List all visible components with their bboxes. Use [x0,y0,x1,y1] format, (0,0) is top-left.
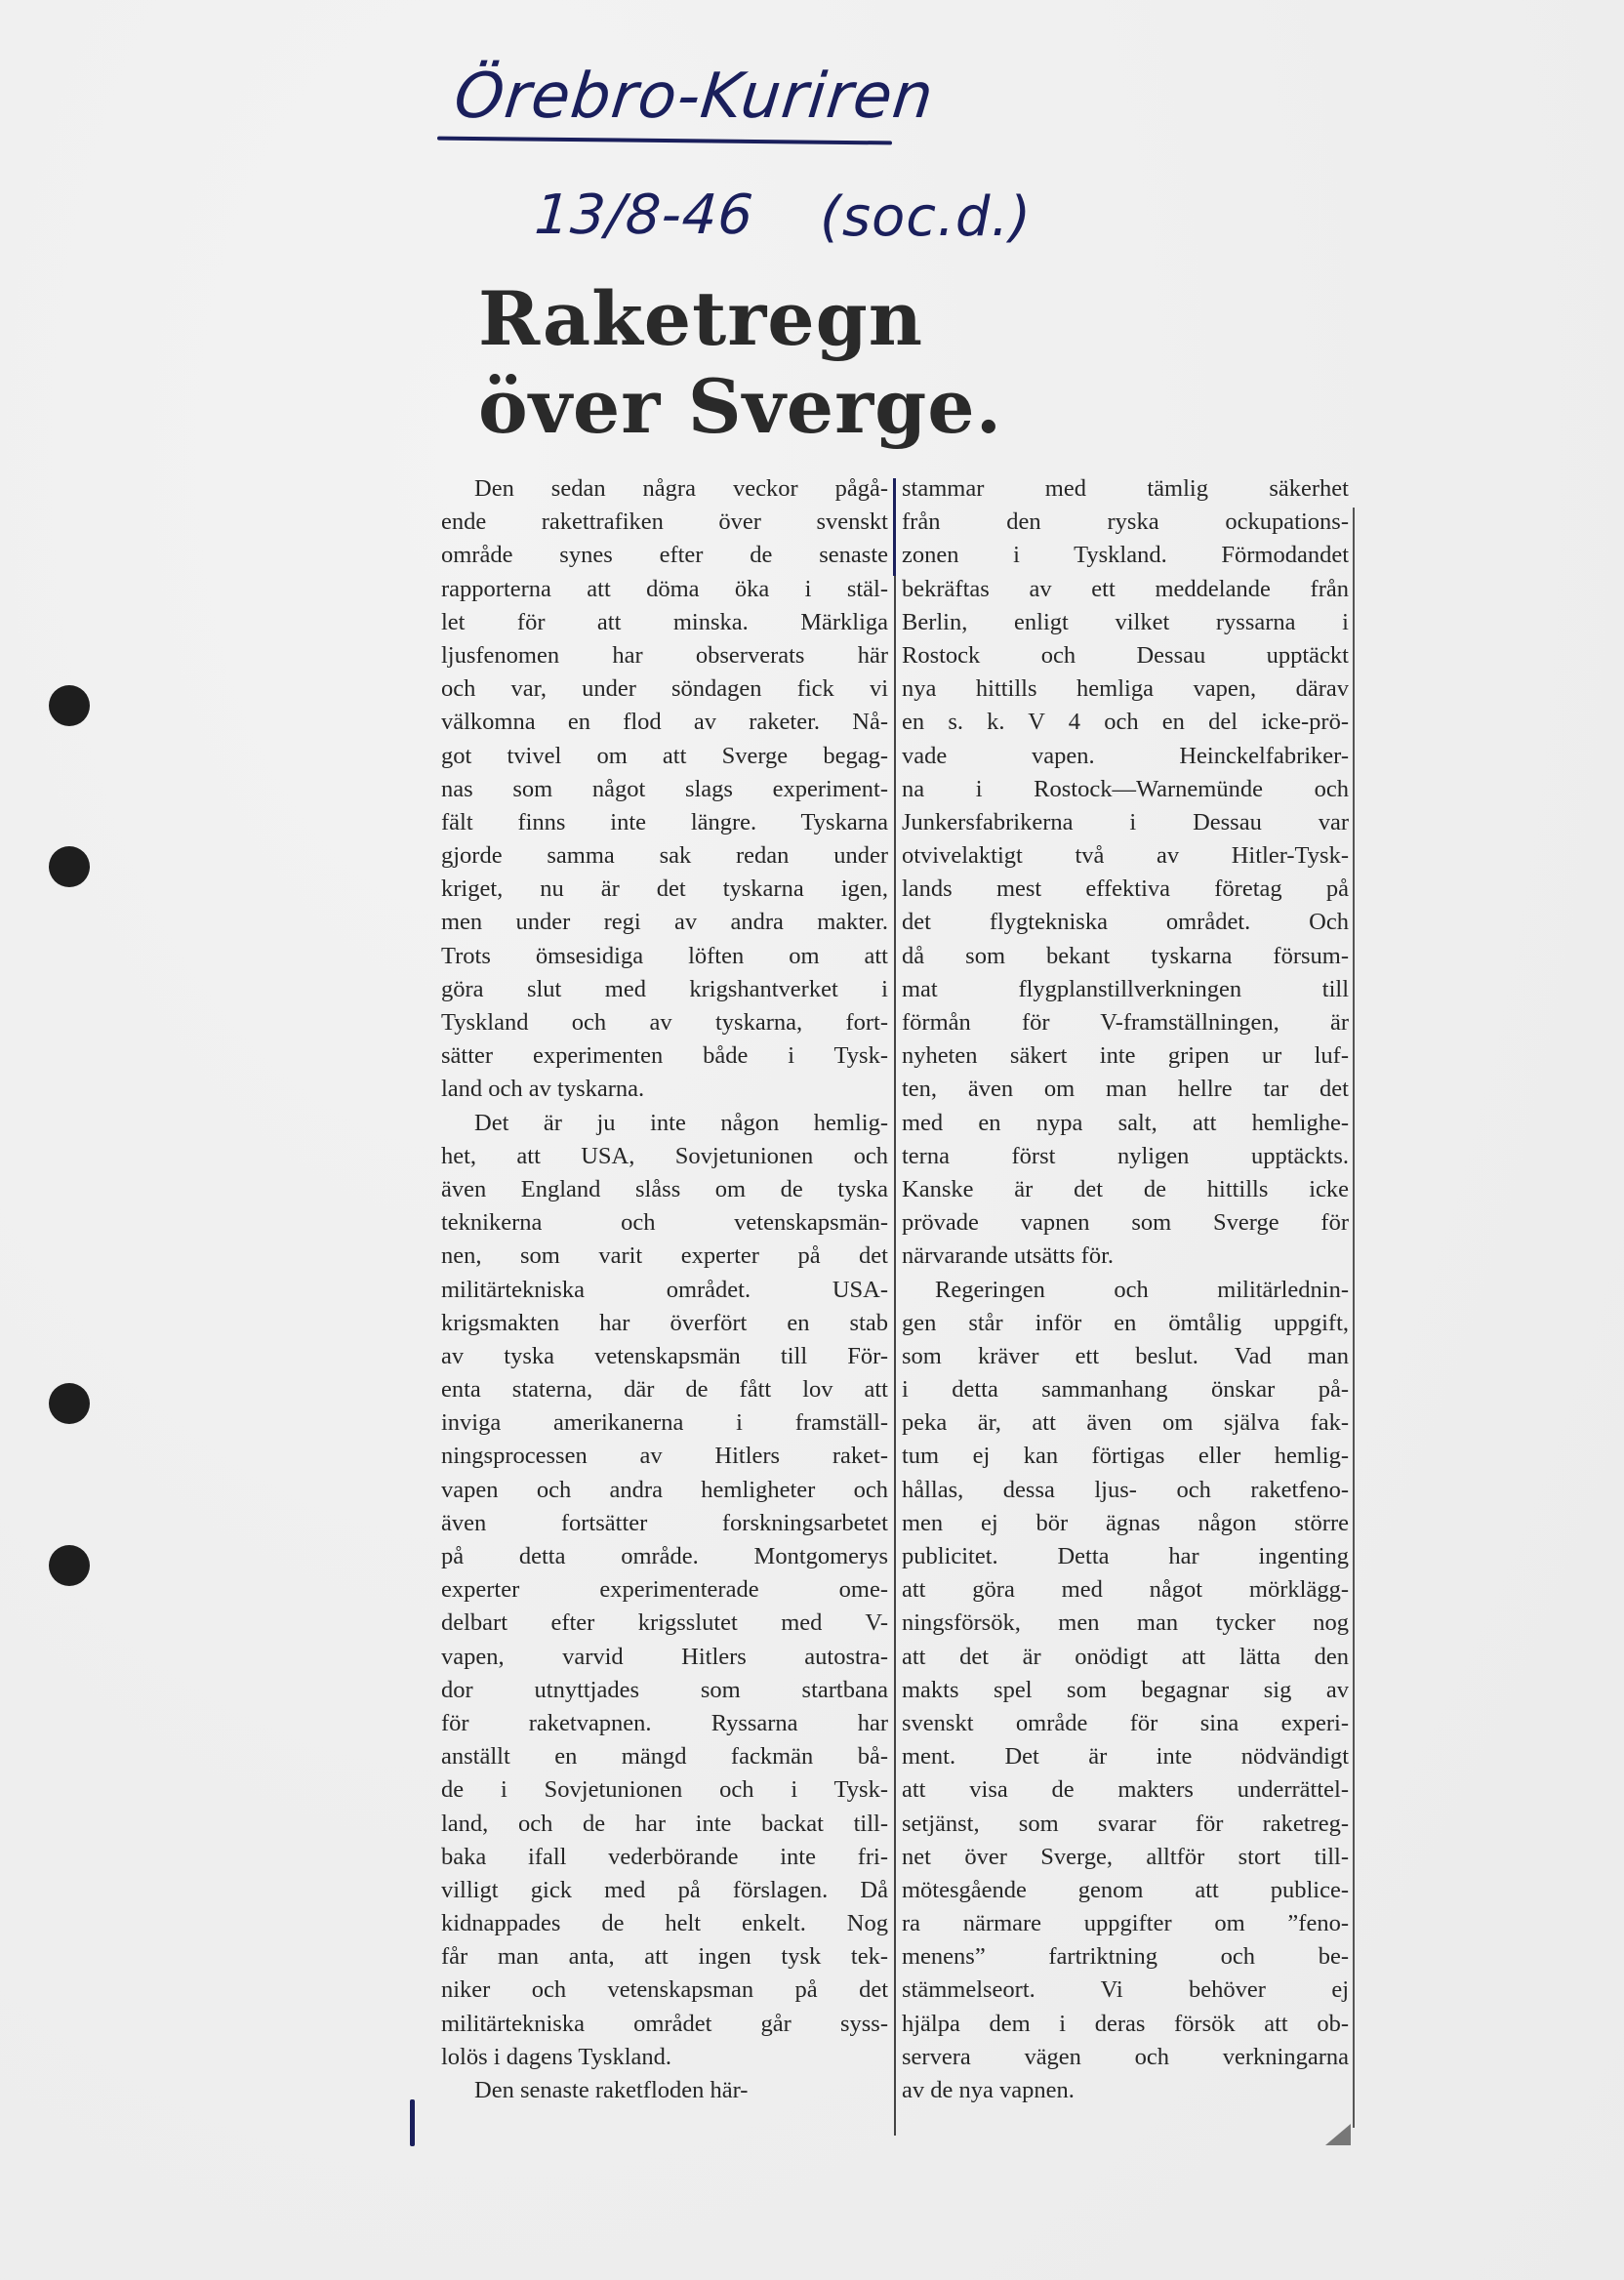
article-text-line: Tyskland och av tyskarna, fort- [441,1009,888,1036]
article-text-line: ten, även om man hellre tar det [902,1076,1349,1103]
punch-hole [49,1383,90,1424]
article-text-line: och var, under söndagen fick vi [441,675,888,703]
article-text-line: det flygtekniska området. Och [902,909,1349,936]
article-text-line: Junkersfabrikerna i Dessau var [902,808,1349,835]
clipping-corner [1325,2124,1351,2145]
article-text-line: sätter experimenten både i Tysk- [441,1042,888,1070]
article-text-line: vapen och andra hemligheter och [441,1476,888,1503]
article-text-line: nya hittills hemliga vapen, därav [902,675,1349,703]
article-text-line: publicitet. Detta har ingenting [902,1543,1349,1569]
article-text-line: nen, som varit experter på det [441,1242,888,1270]
article-column-1 [441,472,888,2107]
article-text-line: att visa de makters underrättel- [902,1776,1349,1804]
article-text-line: att göra med något mörklägg- [902,1576,1349,1604]
article-text-line: mat flygplanstillverkningen till [902,975,1349,1002]
article-headline [478,275,1002,451]
article-text-line: även England slåss om de tyska [441,1175,888,1202]
article-text-line: tum ej kan förtigas eller hemlig- [902,1443,1349,1470]
margin-ink-mark [410,2099,415,2146]
article-text-line: let för att minska. Märkliga [441,608,888,635]
article-text-line: delbart efter krigsslutet med V- [441,1609,888,1637]
article-text-line: av de nya vapnen. [902,2077,1075,2103]
article-text-line: på detta område. Montgomerys [441,1543,888,1569]
article-text-line: land och av tyskarna. [441,1076,645,1103]
article-text-line: får man anta, att ingen tysk tek- [441,1943,888,1971]
article-text-line: ljusfenomen har observerats här [441,641,888,669]
article-text-line: stammar med tämlig säkerhet [902,475,1349,502]
article-text-line: ende rakettrafiken över svenskt [441,509,888,536]
article-text-line: ment. Det är inte nödvändigt [902,1743,1349,1771]
punch-hole [49,1545,90,1586]
article-text-line: vapen, varvid Hitlers autostra- [441,1643,888,1670]
headline-line-1: Raketregn [478,275,924,362]
article-text-line: dor utnyttjades som startbana [441,1676,888,1703]
article-text-line: lands mest effektiva företag på [902,875,1349,903]
article-text-line: bekräftas av ett meddelande från [902,575,1349,602]
article-column-2 [902,472,1349,2107]
article-text-line: förmån för V-framställningen, är [902,1009,1349,1036]
article-text-line: i detta sammanhang önskar på- [902,1376,1349,1404]
article-text-line: prövade vapnen som Sverge för [902,1209,1349,1237]
article-text-line: som kräver ett beslut. Vad man [902,1342,1349,1369]
article-text-line: välkomna en flod av raketer. Nå- [441,709,888,736]
article-text-line: nyheten säkert inte gripen ur luf- [902,1042,1349,1070]
article-text-line: net över Sverge, alltför stort till- [902,1843,1349,1870]
article-text-line: na i Rostock—Warnemünde och [902,775,1349,802]
article-text-line: de i Sovjetunionen och i Tysk- [441,1776,888,1804]
article-text-line: land, och de har inte backat till- [441,1810,888,1837]
article-text-line: Rostock och Dessau upptäckt [902,641,1349,669]
article-text-line: Kanske är det de hittills icke [902,1175,1349,1202]
article-text-line: rapporterna att döma öka i stäl- [441,575,888,602]
article-text-line: ningsförsök, men man tycker nog [902,1609,1349,1637]
article-text-line: peka är, att även om själva fak- [902,1409,1349,1437]
article-text-line: kriget, nu är det tyskarna igen, [441,875,888,903]
article-text-line: att det är onödigt att lätta den [902,1643,1349,1670]
punch-hole [49,846,90,887]
article-text-line: Regeringen och militärlednin- [935,1276,1349,1303]
article-text-line: enta staterna, där de fått lov att [441,1376,888,1404]
article-text-line: även fortsätter forskningsarbetet [441,1509,888,1536]
column-divider [894,478,896,2136]
article-text-line: men ej bör ägnas någon större [902,1509,1349,1536]
article-text-line: militärtekniska området. USA- [441,1276,888,1303]
article-text-line: teknikerna och vetenskapsmän- [441,1209,888,1237]
article-text-line: krigsmakten har överfört en stab [441,1309,888,1336]
handwritten-party-note: (soc.d.) [820,185,1033,249]
column-right-border [1353,508,1355,2128]
article-text-line: från den ryska ockupations- [902,509,1349,536]
article-text-line: otvivelaktigt två av Hitler-Tysk- [902,842,1349,870]
article-text-line: Den senaste raketfloden här- [474,2077,749,2103]
article-text-line: närvarande utsätts för. [902,1242,1115,1270]
article-text-line: niker och vetenskapsman på det [441,1976,888,2004]
article-text-line: ningsprocessen av Hitlers raket- [441,1443,888,1470]
article-text-line: got tvivel om att Sverge begag- [441,742,888,769]
article-text-line: experter experimenterade ome- [441,1576,888,1604]
article-text-line: Den sedan några veckor pågå- [474,475,888,502]
article-text-line: gjorde samma sak redan under [441,842,888,870]
article-text-line: inviga amerikanerna i framställ- [441,1409,888,1437]
article-text-line: gen står inför en ömtålig uppgift, [902,1309,1349,1336]
article-text-line: hjälpa dem i deras försök att ob- [902,2010,1349,2037]
article-text-line: Trots ömsesidiga löften om att [441,942,888,969]
article-text-line: militärtekniska området går syss- [441,2010,888,2037]
article-text-line: zonen i Tyskland. Förmodandet [902,542,1349,569]
handwritten-newspaper-name: Örebro-Kuriren [451,61,938,133]
article-text-line: menens” fartriktning och be- [902,1943,1349,1971]
article-text-line: ra närmare uppgifter om ”feno- [902,1910,1349,1937]
article-text-line: göra slut med krigshantverket i [441,975,888,1002]
column-divider-ink-mark [893,478,896,576]
article-text-line: lolös i dagens Tyskland. [441,2043,672,2070]
article-text-line: nas som något slags experiment- [441,775,888,802]
handwritten-date: 13/8-46 [532,183,756,247]
article-text-line: med en nypa salt, att hemlighe- [902,1109,1349,1136]
article-text-line: stämmelseort. Vi behöver ej [902,1976,1349,2004]
article-text-line: villigt gick med på förslagen. Då [441,1876,888,1903]
article-text-line: het, att USA, Sovjetunionen och [441,1142,888,1169]
article-text-line: makts spel som begagnar sig av [902,1676,1349,1703]
article-text-line: mötesgående genom att publice- [902,1876,1349,1903]
punch-hole [49,685,90,726]
article-text-line: svenskt område för sina experi- [902,1709,1349,1736]
article-text-line: Berlin, enligt vilket ryssarna i [902,608,1349,635]
article-text-line: setjänst, som svarar för raketreg- [902,1810,1349,1837]
article-text-line: av tyska vetenskapsmän till För- [441,1342,888,1369]
article-text-line: fält finns inte längre. Tyskarna [441,808,888,835]
article-text-line: en s. k. V 4 och en del icke-prö- [902,709,1349,736]
article-text-line: vade vapen. Heinckelfabriker- [902,742,1349,769]
article-text-line: kidnappades de helt enkelt. Nog [441,1910,888,1937]
article-text-line: för raketvapnen. Ryssarna har [441,1709,888,1736]
article-text-line: anställt en mängd fackmän bå- [441,1743,888,1771]
article-text-line: område synes efter de senaste [441,542,888,569]
headline-line-2: över Sverge. [478,363,1003,450]
article-text-line: hållas, dessa ljus- och raketfeno- [902,1476,1349,1503]
article-text-line: Det är ju inte någon hemlig- [474,1109,888,1136]
article-text-line: servera vägen och verkningarna [902,2043,1349,2070]
article-text-line: men under regi av andra makter. [441,909,888,936]
article-text-line: då som bekant tyskarna försum- [902,942,1349,969]
article-text-line: terna först nyligen upptäckts. [902,1142,1349,1169]
article-text-line: baka ifall vederbörande inte fri- [441,1843,888,1870]
